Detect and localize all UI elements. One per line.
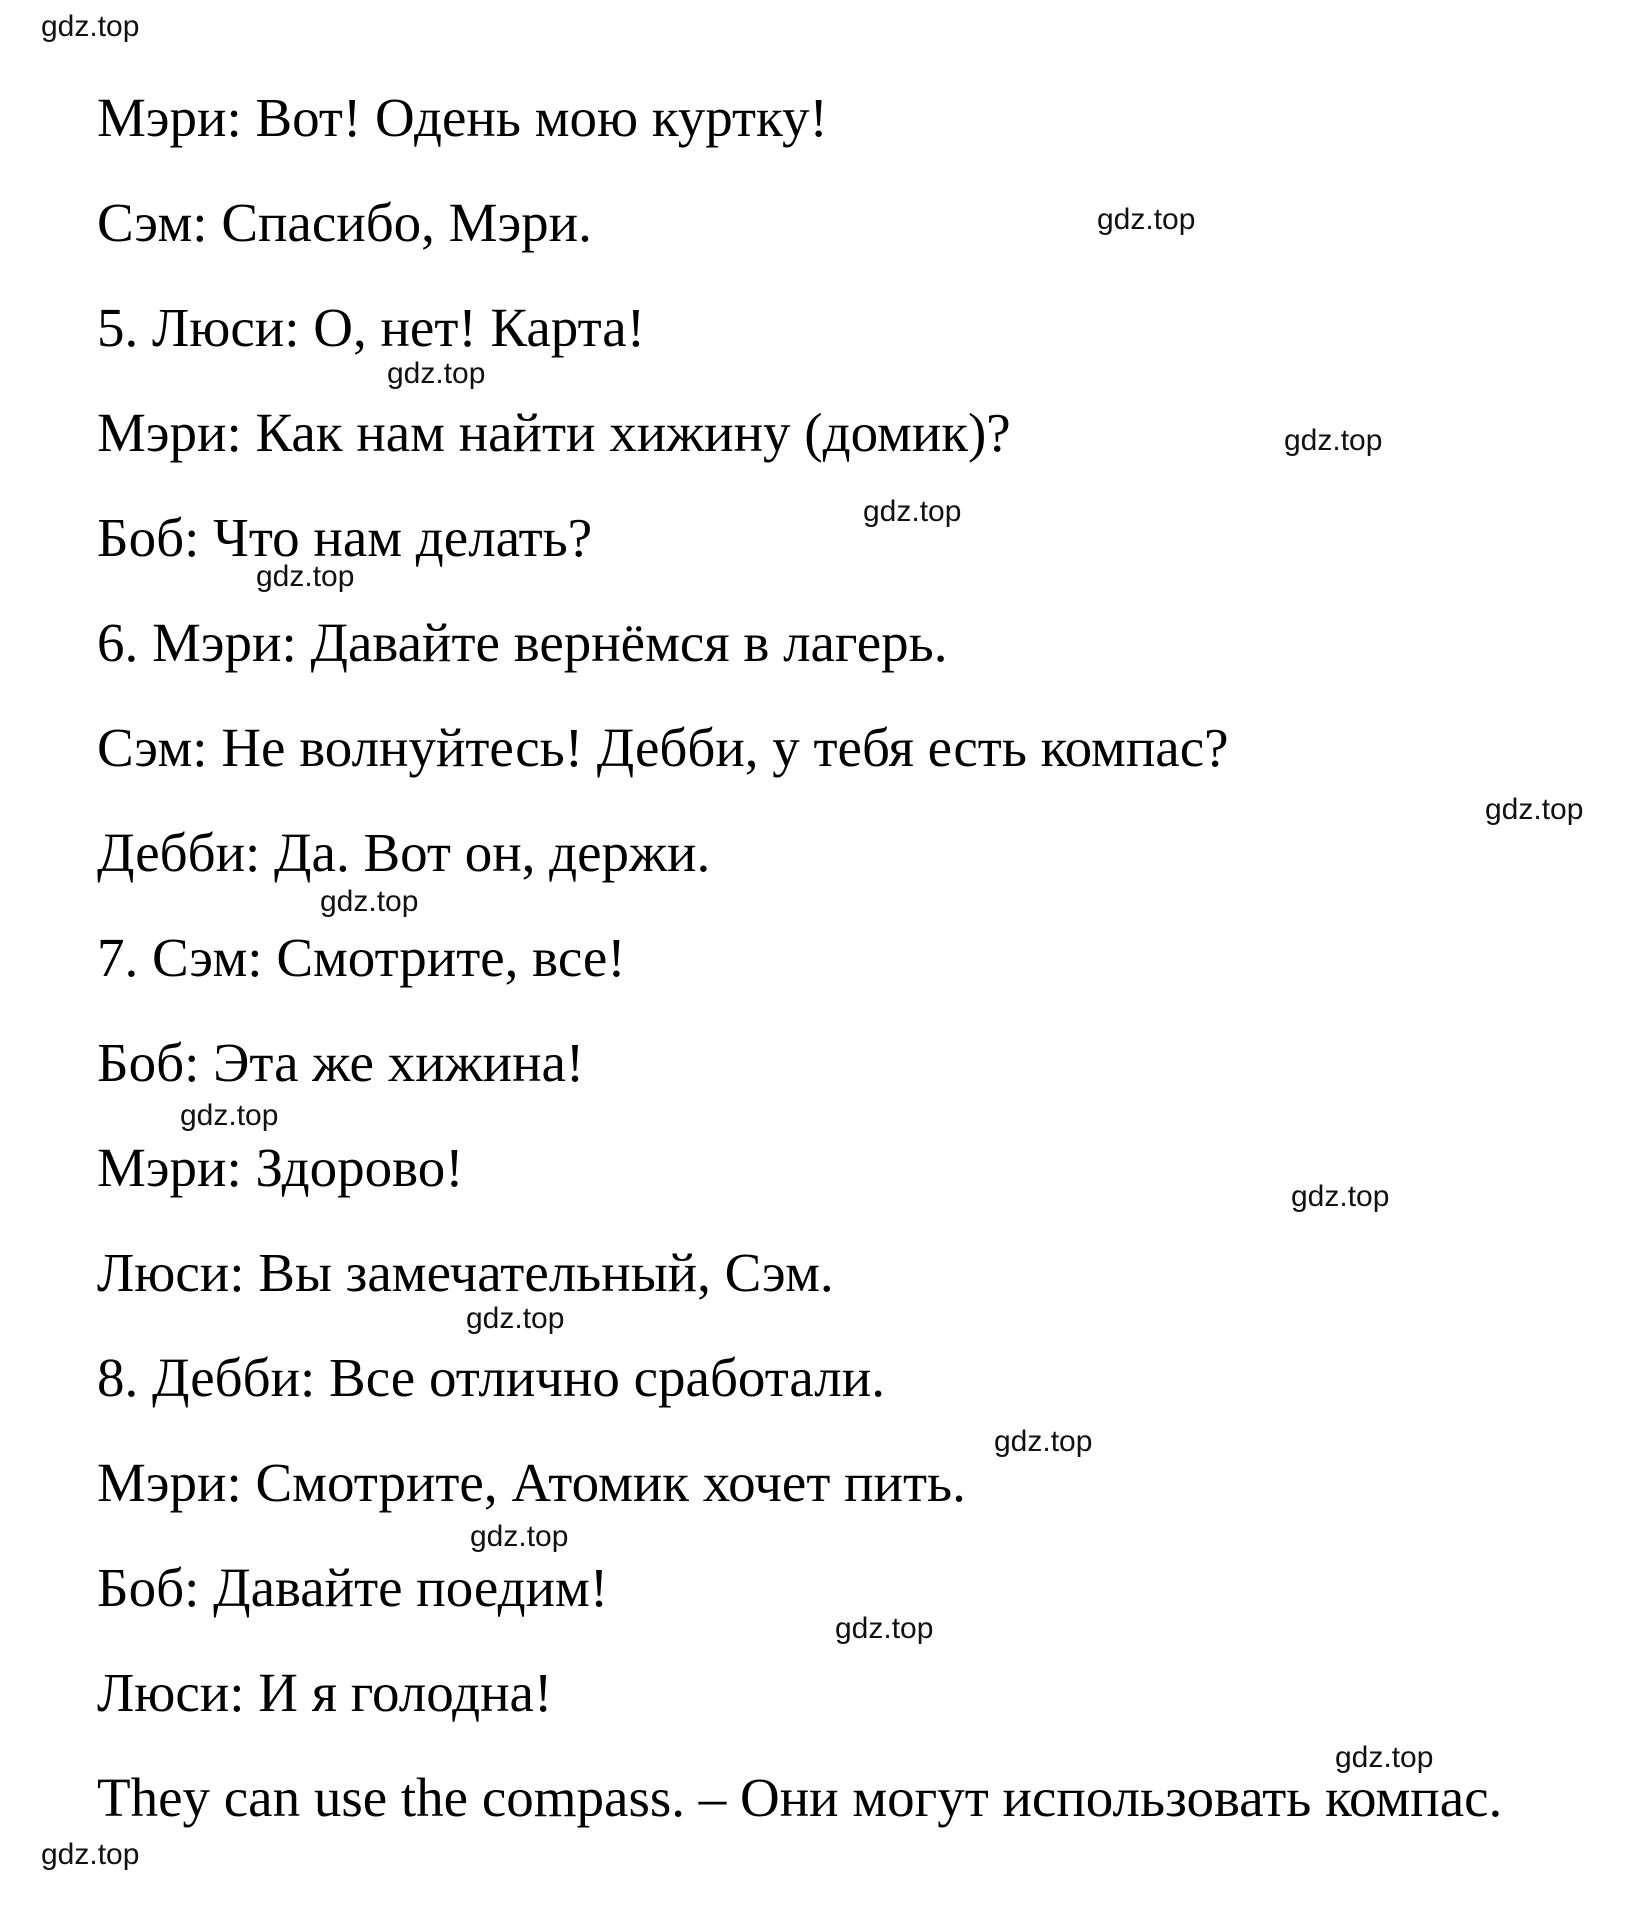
watermark: gdz.top [1485,793,1584,826]
watermark: gdz.top [1097,203,1196,236]
text-line: Мэри: Здорово! [97,1137,464,1198]
text-line: Мэри: Смотрите, Атомик хочет пить. [97,1452,966,1513]
watermark: gdz.top [470,1520,569,1553]
text-line: 8. Дебби: Все отлично сработали. [97,1347,885,1408]
text-line: Люси: Вы замечательный, Сэм. [97,1242,834,1303]
text-line: Люси: И я голодна! [97,1662,553,1723]
text-line: Дебби: Да. Вот он, держи. [97,822,711,883]
text-line: 6. Мэри: Давайте вернёмся в лагерь. [97,612,948,673]
text-line: Сэм: Не волнуйтесь! Дебби, у тебя есть компас? [97,717,1229,778]
watermark: gdz.top [180,1099,279,1132]
watermark: gdz.top [256,560,355,593]
text-line: 7. Сэм: Смотрите, все! [97,927,626,988]
text-line: Сэм: Спасибо, Мэри. [97,192,592,253]
watermark: gdz.top [994,1425,1093,1458]
watermark: gdz.top [835,1612,934,1645]
text-line: They can use the compass. – Они могут использовать компас. [97,1767,1503,1828]
text-line: Мэри: Как нам найти хижину (домик)? [97,402,1011,463]
watermark: gdz.top [466,1302,565,1335]
watermark: gdz.top [320,885,419,918]
text-line: Боб: Эта же хижина! [97,1032,585,1093]
watermark: gdz.top [1335,1741,1434,1774]
text-line: 5. Люси: О, нет! Карта! [97,297,646,358]
text-line: Боб: Давайте поедим! [97,1557,609,1618]
text-line: Мэри: Вот! Одень мою куртку! [97,87,828,148]
watermark: gdz.top [863,495,962,528]
text-line: Боб: Что нам делать? [97,507,593,568]
watermark: gdz.top [41,1838,140,1871]
watermark: gdz.top [1291,1180,1390,1213]
watermark: gdz.top [41,10,140,43]
watermark: gdz.top [387,357,486,390]
watermark: gdz.top [1284,424,1383,457]
